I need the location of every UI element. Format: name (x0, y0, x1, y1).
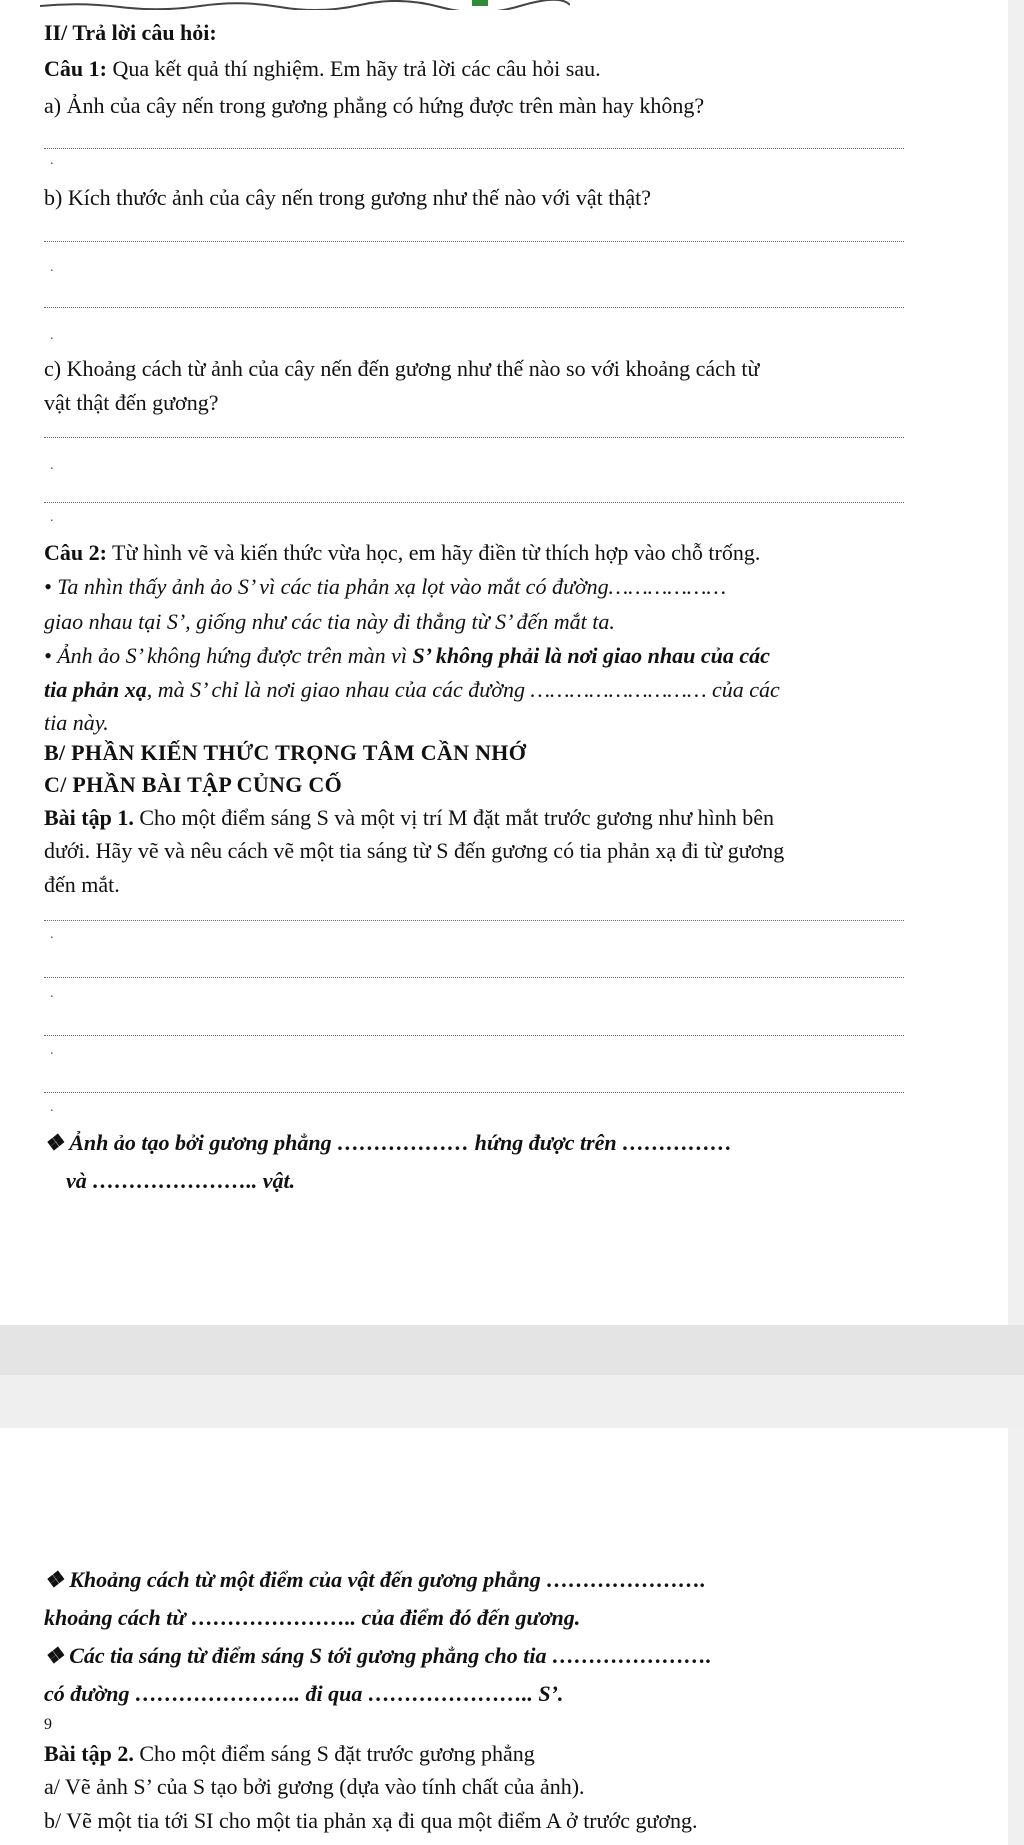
question-1a: a) Ảnh của cây nến trong gương phẳng có hứng được trên màn hay không? (44, 93, 705, 118)
key-point-3-line1: ❖ Các tia sáng từ điểm sáng S tới gương phẳng cho tia …………………. (44, 1643, 712, 1668)
q2-bullet2-line2: tia phản xạ, mà S’ chỉ là nơi giao nhau của các đường ……………………… của các (44, 677, 780, 702)
answer-line[interactable] (44, 1035, 904, 1036)
page-edge (1008, 0, 1024, 1325)
answer-line[interactable] (44, 241, 904, 242)
heading-c: C/ PHẦN BÀI TẬP CỦNG CỐ (44, 772, 343, 797)
ex2-label: Bài tập 2. (44, 1741, 134, 1766)
exercise-1-line3: đến mắt. (44, 872, 120, 897)
key-point-3-line2: có đường ………………….. đi qua ………………….. S’. (44, 1681, 564, 1706)
worksheet-page-top: II/ Trả lời câu hỏi: Câu 1: Qua kết quả thí nghiệm. Em hãy trả lời các câu hỏi sau. a) Ảnh của cây nến trong gương phẳng có hứng được trên màn hay không? . b) Kích thước ảnh của cây nến trong gương như thế nào với vật thật? . . c) Khoảng cách từ ảnh của cây nến đến gương như thế nào so với khoảng cách từ vật thật đến gương? . . Câu 2: Từ hình vẽ và kiến thức vừa học, em hãy điền từ thích hợp vào chỗ trống. • Ta nhìn thấy ảnh ảo S’ vì các tia phản xạ lọt vào mắt có đường……………… giao nhau tại S’, giống như các tia này đi thẳng từ S’ đến mắt ta. • Ảnh ảo S’ không hứng được trên màn vì S’ không phải là nơi giao nhau của các tia phản xạ, mà S’ chỉ là nơi giao nhau của các đường ……………………… của các tia này. B/ PHẦN KIẾN THỨC TRỌNG TÂM CẦN NHỚ C/ PHẦN BÀI TẬP CỦNG CỐ Bài tập 1. Cho một điểm sáng S và một vị trí M đặt mắt trước gương như hình bên dưới. Hãy vẽ và nêu cách vẽ một tia sáng từ S đến gương có tia phản xạ đi từ gương đến mắt. . . . . ❖ Ảnh ảo tạo bởi gương phẳng ……………… hứng được trên …………… và ………………….. vật. (0, 0, 1008, 1325)
answer-line[interactable] (44, 148, 904, 149)
answer-line[interactable] (44, 307, 904, 308)
q2-bullet1-line2: giao nhau tại S’, giống như các tia này đi thẳng từ S’ đến mắt ta. (44, 609, 615, 634)
answer-line[interactable] (44, 977, 904, 978)
exercise-1-line2: dưới. Hãy vẽ và nêu cách vẽ một tia sáng từ S đến gương có tia phản xạ đi từ gương (44, 838, 785, 863)
key-point-2-line2: khoảng cách từ ………………….. của điểm đó đến gương. (44, 1605, 581, 1630)
q2-bullet2-line3: tia này. (44, 710, 109, 735)
key-point-2-line1: ❖ Khoảng cách từ một điểm của vật đến gương phẳng …………………. (44, 1567, 706, 1592)
answer-line[interactable] (44, 1092, 904, 1093)
answer-line[interactable] (44, 437, 904, 438)
green-tab-mark (472, 0, 488, 6)
question-1b: b) Kích thước ảnh của cây nến trong gương như thế nào với vật thật? (44, 185, 652, 210)
cropped-text-line (40, 0, 570, 10)
page-gap (0, 1325, 1024, 1428)
question-1c-line1: c) Khoảng cách từ ảnh của cây nến đến gương như thế nào so với khoảng cách từ (44, 356, 760, 381)
ex1-label: Bài tập 1. (44, 805, 134, 830)
key-point-1-line2: và ………………….. vật. (66, 1168, 296, 1193)
q2-text: Từ hình vẽ và kiến thức vừa học, em hãy điền từ thích hợp vào chỗ trống. (106, 540, 761, 565)
q2-label: Câu 2: (44, 540, 107, 565)
question-2 (44, 540, 760, 565)
q2-bullet2-line1: • Ảnh ảo S’ không hứng được trên màn vì S’ không phải là nơi giao nhau của các (44, 643, 770, 668)
answer-line[interactable] (44, 920, 904, 921)
page-number: 9 (44, 1716, 52, 1733)
heading-b: B/ PHẦN KIẾN THỨC TRỌNG TÂM CẦN NHỚ (44, 740, 527, 765)
q2-bullet1-line1: • Ta nhìn thấy ảnh ảo S’ vì các tia phản xạ lọt vào mắt có đường……………… (44, 574, 727, 599)
question-1 (44, 56, 601, 81)
answer-line[interactable] (44, 502, 904, 503)
page-edge (1008, 1428, 1024, 1845)
exercise-2-line1: Bài tập 2. Cho một điểm sáng S đặt trước gương phẳng (44, 1741, 535, 1766)
key-point-1-line1: ❖ Ảnh ảo tạo bởi gương phẳng ……………… hứng được trên …………… (44, 1130, 733, 1155)
section-heading: II/ Trả lời câu hỏi: (44, 20, 217, 45)
exercise-2-b: b/ Vẽ một tia tới SI cho một tia phản xạ đi qua một điểm A ở trước gương. (44, 1808, 698, 1833)
worksheet-page-bottom (0, 1428, 1008, 1845)
exercise-1-line1: Bài tập 1. Cho một điểm sáng S và một vị trí M đặt mắt trước gương như hình bên (44, 805, 775, 830)
question-1c-line2: vật thật đến gương? (44, 390, 219, 415)
exercise-2-a: a/ Vẽ ảnh S’ của S tạo bởi gương (dựa vào tính chất của ảnh). (44, 1774, 585, 1799)
q1-label: Câu 1: (44, 56, 107, 81)
q1-text: Qua kết quả thí nghiệm. Em hãy trả lời các câu hỏi sau. (106, 56, 601, 81)
